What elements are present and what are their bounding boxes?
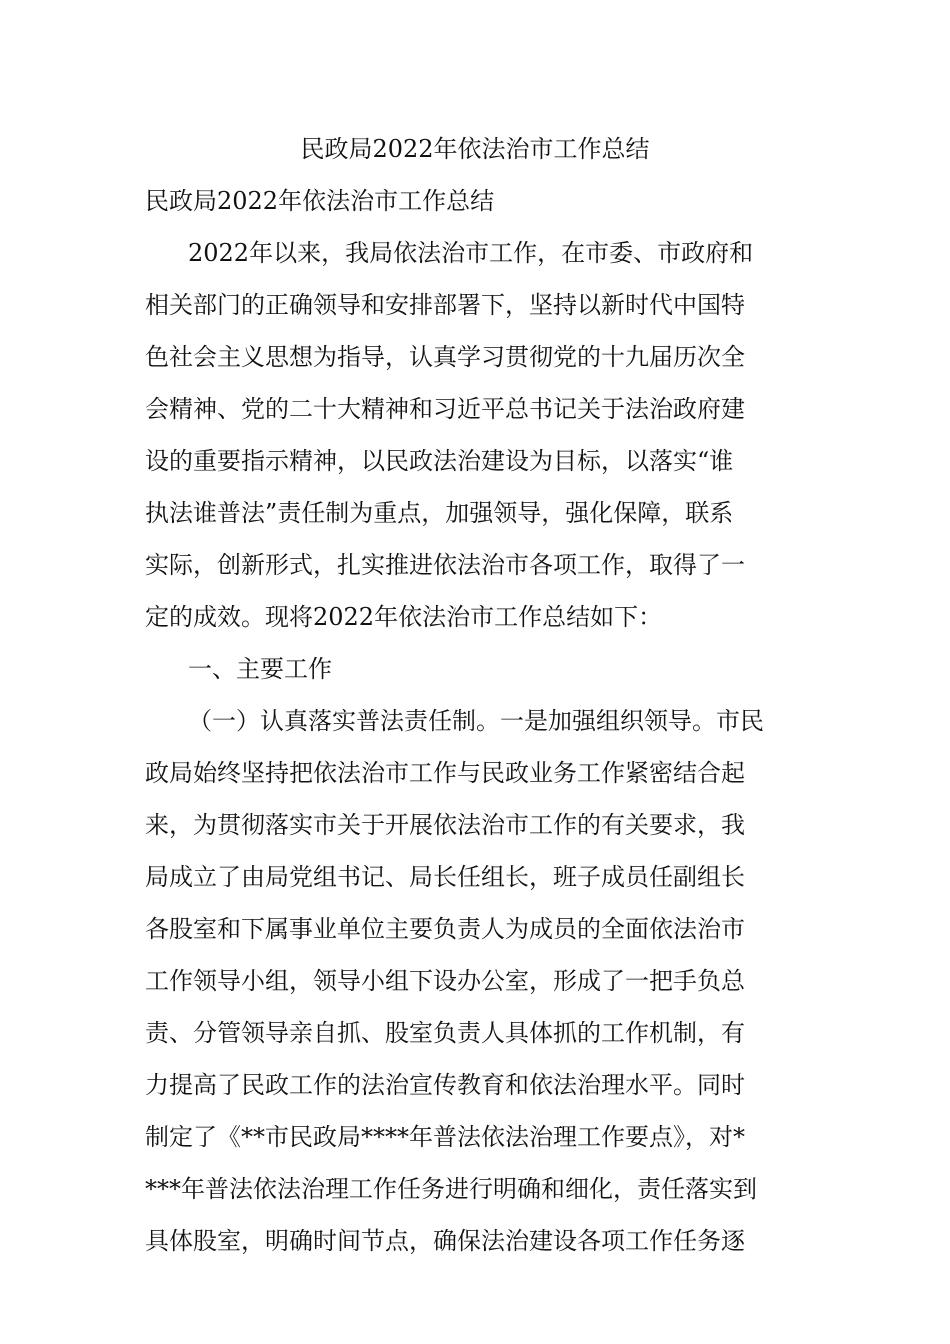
paragraph-line: 政局始终坚持把依法治市工作与民政业务工作紧密结合起 <box>145 759 745 787</box>
paragraph-line: 实际，创新形式，扎实推进依法治市各项工作，取得了一 <box>145 551 745 579</box>
section-heading: 一、主要工作 <box>188 655 332 683</box>
paragraph-line: 2022年以来，我局依法治市工作，在市委、市政府和 <box>188 239 754 267</box>
paragraph-line: 设的重要指示精神，以民政法治建设为目标，以落实“谁 <box>145 447 734 475</box>
paragraph-line: 定的成效。现将2022年依法治市工作总结如下： <box>145 603 663 631</box>
paragraph-line: 相关部门的正确领导和安排部署下，坚持以新时代中国特 <box>145 291 745 319</box>
paragraph-line: 执法谁普法”责任制为重点，加强领导，强化保障，联系 <box>145 499 734 527</box>
paragraph-line: 局成立了由局党组书记、局长任组长，班子成员任副组长 <box>145 863 745 891</box>
paragraph-line: 力提高了民政工作的法治宣传教育和依法治理水平。同时 <box>145 1071 745 1099</box>
paragraph-line: 制定了《**市民政局****年普法依法治理工作要点》，对* <box>145 1123 745 1151</box>
paragraph-line: 会精神、党的二十大精神和习近平总书记关于法治政府建 <box>145 395 745 423</box>
paragraph-line: 色社会主义思想为指导，认真学习贯彻党的十九届历次全 <box>145 343 745 371</box>
document-title: 民政局2022年依法治市工作总结 <box>300 135 650 163</box>
paragraph-line: 责、分管领导亲自抓、股室负责人具体抓的工作机制，有 <box>145 1019 745 1047</box>
paragraph-line: 来，为贯彻落实市关于开展依法治市工作的有关要求，我 <box>145 811 745 839</box>
paragraph-line: 具体股室，明确时间节点，确保法治建设各项工作任务逐 <box>145 1227 745 1255</box>
paragraph-line: （一）认真落实普法责任制。一是加强组织领导。市民 <box>188 707 764 735</box>
paragraph-line: 各股室和下属事业单位主要负责人为成员的全面依法治市 <box>145 915 745 943</box>
document-subtitle: 民政局2022年依法治市工作总结 <box>145 187 495 215</box>
paragraph-line: ***年普法依法治理工作任务进行明确和细化，责任落实到 <box>145 1175 757 1203</box>
paragraph-line: 工作领导小组，领导小组下设办公室，形成了一把手负总 <box>145 967 745 995</box>
